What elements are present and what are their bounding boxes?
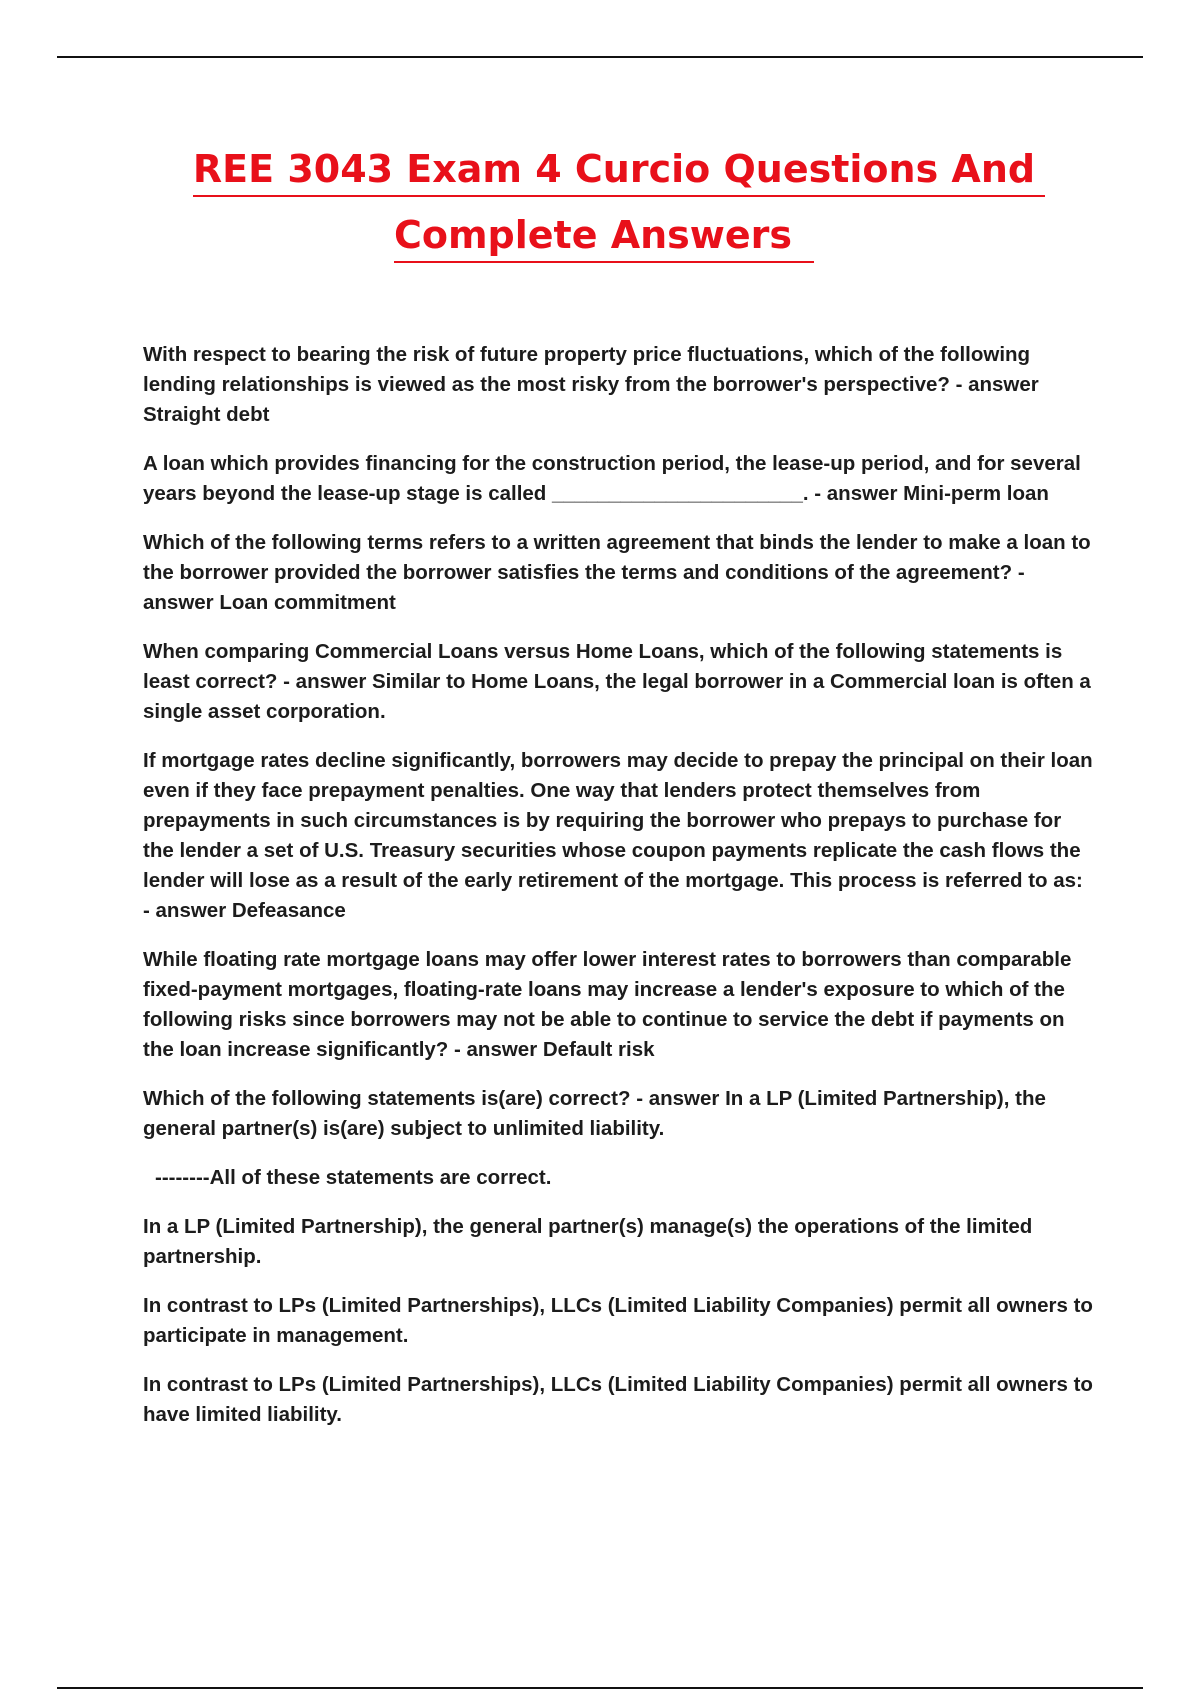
top-divider <box>57 56 1143 58</box>
document-title <box>0 145 1200 277</box>
qa-item-1: With respect to bearing the risk of future property price fluctuations, which of the following lending relationships is viewed as the most risky from the borrower's perspective? - answer Straight debt <box>143 343 1039 426</box>
title-line-1: REE 3043 Exam 4 Curcio Questions And <box>193 145 1045 197</box>
qa-list <box>143 340 1093 1449</box>
bottom-divider <box>57 1687 1143 1689</box>
qa-item-8: --------All of these statements are correct. <box>155 1166 552 1189</box>
qa-item-6: While floating rate mortgage loans may offer lower interest rates to borrowers than comparable fixed-payment mortgages, floating-rate loans may increase a lender's exposure to which of the following risks since borrowers may not be able to continue to service the debt if payments on the loan increase significantly? - answer Default risk <box>143 948 1072 1061</box>
qa-item-7: Which of the following statements is(are) correct? - answer In a LP (Limited Partnership), the general partner(s) is(are) subject to unlimited liability. <box>143 1087 1046 1140</box>
qa-item-9: In a LP (Limited Partnership), the general partner(s) manage(s) the operations of the limited partnership. <box>143 1215 1033 1268</box>
qa-item-3: Which of the following terms refers to a written agreement that binds the lender to make a loan to the borrower provided the borrower satisfies the terms and conditions of the agreement? - answer Loan commitment <box>143 531 1091 614</box>
qa-item-4: When comparing Commercial Loans versus Home Loans, which of the following statements is least correct? - answer Similar to Home Loans, the legal borrower in a Commercial loan is often a single asset corporation. <box>143 640 1091 723</box>
qa-item-5: If mortgage rates decline significantly, borrowers may decide to prepay the principal on their loan even if they face prepayment penalties. One way that lenders protect themselves from prepayments in such circumstances is by requiring the borrower who prepays to purchase for the lender a set of U.S. Treasury securities whose coupon payments replicate the cash flows the lender will lose as a result of the early retirement of the mortgage. This process is referred to as: - answer Defeasance <box>143 749 1093 922</box>
qa-item-10: In contrast to LPs (Limited Partnerships), LLCs (Limited Liability Companies) permit all owners to participate in management. <box>143 1294 1093 1347</box>
qa-item-2: A loan which provides financing for the construction period, the lease-up period, and for several years beyond the lease-up stage is called ______________________. - answer Mini-perm loan <box>143 452 1081 505</box>
qa-item-11: In contrast to LPs (Limited Partnerships), LLCs (Limited Liability Companies) permit all owners to have limited liability. <box>143 1373 1093 1426</box>
title-line-2: Complete Answers <box>394 211 814 263</box>
